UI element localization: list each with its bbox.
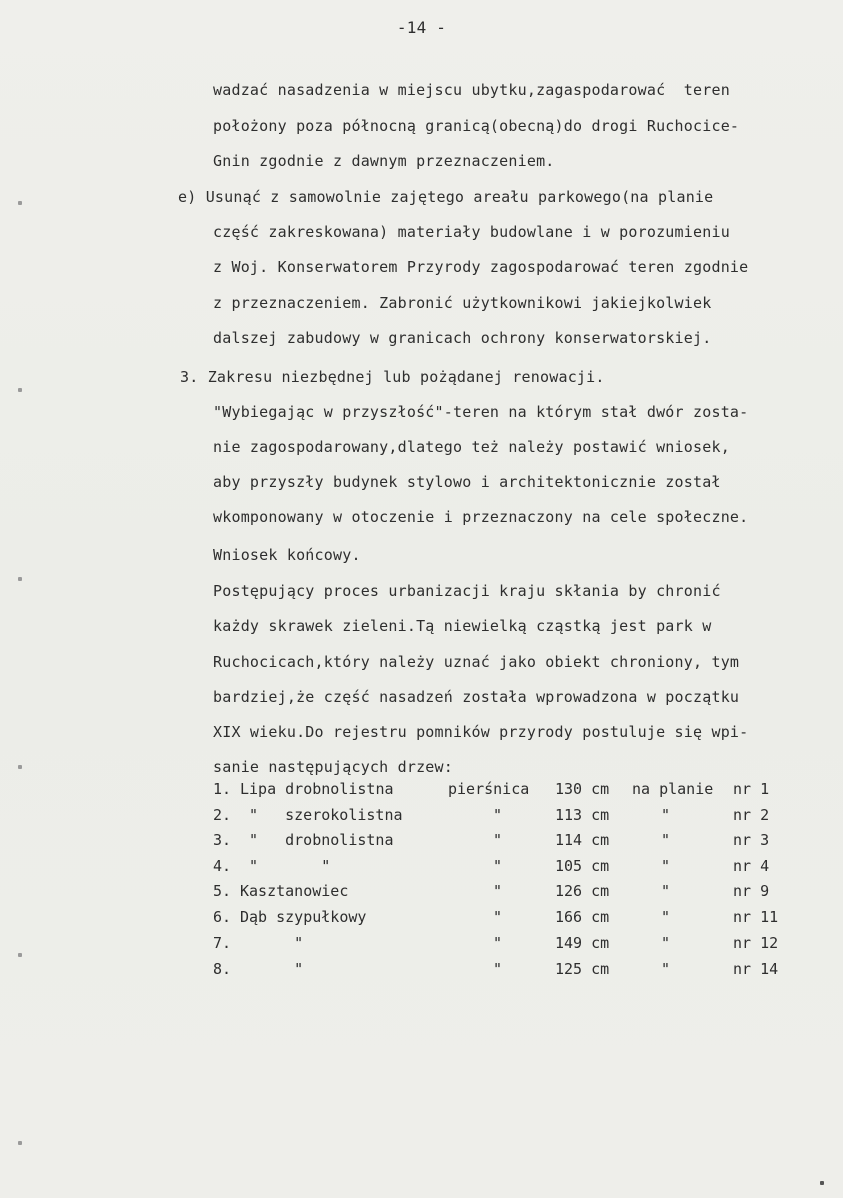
conclusion-heading: Wniosek końcowy. (213, 546, 361, 564)
tree-value: 130 cm (555, 780, 610, 798)
tree-measure: " (493, 960, 503, 978)
tree-plan-number: nr 9 (733, 882, 770, 900)
tree-plan-number: nr 14 (733, 960, 779, 978)
tree-number: 5. (213, 882, 232, 900)
tree-number: 8. (213, 960, 232, 978)
text-line: sanie następujących drzew: (213, 758, 453, 776)
text-line: Postępujący proces urbanizacji kraju skłania by chronić (213, 582, 721, 600)
text-line: każdy skrawek zieleni.Tą niewielką cząstką jest park w (213, 617, 712, 635)
tree-plan: " (661, 882, 671, 900)
tree-plan-number: nr 2 (733, 806, 770, 824)
tree-plan: " (661, 831, 671, 849)
text-line: bardziej,że część nasadzeń została wprowadzona w początku (213, 688, 740, 706)
text-line: wadzać nasadzenia w miejscu ubytku,zagaspodarować teren (213, 81, 730, 99)
text-line: e) Usunąć z samowolnie zajętego areału parkowego(na planie (178, 188, 714, 206)
scan-speck (18, 953, 22, 957)
text-line: Ruchocicach,który należy uznać jako obiekt chroniony, tym (213, 653, 740, 671)
tree-measure: " (493, 882, 503, 900)
tree-value: 149 cm (555, 934, 610, 952)
tree-value: 105 cm (555, 857, 610, 875)
tree-plan-number: nr 11 (733, 908, 779, 926)
tree-name: " szerokolistna (249, 806, 403, 824)
tree-number: 7. (213, 934, 232, 952)
tree-name: " drobnolistna (249, 831, 394, 849)
tree-plan-number: nr 4 (733, 857, 770, 875)
tree-measure: " (493, 857, 503, 875)
tree-plan: " (661, 960, 671, 978)
tree-name: " (240, 934, 304, 952)
tree-number: 4. (213, 857, 232, 875)
tree-plan-number: nr 12 (733, 934, 779, 952)
tree-value: 114 cm (555, 831, 610, 849)
tree-plan: " (661, 806, 671, 824)
text-line: "Wybiegając w przyszłość"-teren na którym stał dwór zosta- (213, 403, 749, 421)
tree-name: Kasztanowiec (240, 882, 349, 900)
tree-value: 125 cm (555, 960, 610, 978)
page-number: -14 - (396, 18, 447, 37)
tree-plan: na planie (632, 780, 714, 798)
scan-speck (18, 1141, 22, 1145)
text-line: XIX wieku.Do rejestru pomników przyrody postuluje się wpi- (213, 723, 749, 741)
tree-measure: " (493, 934, 503, 952)
text-line: z przeznaczeniem. Zabronić użytkownikowi jakiejkolwiek (213, 294, 712, 312)
tree-name: " " (249, 857, 331, 875)
text-line: wkomponowany w otoczenie i przeznaczony na cele społeczne. (213, 508, 749, 526)
tree-number: 2. (213, 806, 232, 824)
tree-number: 6. (213, 908, 232, 926)
scan-speck (18, 201, 22, 205)
tree-measure: " (493, 908, 503, 926)
tree-plan-number: nr 1 (733, 780, 770, 798)
tree-measure: " (493, 831, 503, 849)
tree-plan: " (661, 934, 671, 952)
tree-plan: " (661, 857, 671, 875)
tree-name: Lipa drobnolistna (240, 780, 394, 798)
text-line: położony poza północną granicą(obecną)do drogi Ruchocice- (213, 117, 740, 135)
scan-speck (820, 1181, 824, 1185)
section-heading: 3. Zakresu niezbędnej lub pożądanej renowacji. (180, 368, 605, 386)
scan-speck (18, 577, 22, 581)
tree-value: 113 cm (555, 806, 610, 824)
tree-measure: pierśnica (448, 780, 530, 798)
tree-number: 1. (213, 780, 232, 798)
tree-value: 126 cm (555, 882, 610, 900)
tree-plan-number: nr 3 (733, 831, 770, 849)
scan-speck (18, 765, 22, 769)
tree-number: 3. (213, 831, 232, 849)
tree-measure: " (493, 806, 503, 824)
tree-plan: " (661, 908, 671, 926)
text-line: dalszej zabudowy w granicach ochrony konserwatorskiej. (213, 329, 712, 347)
text-line: nie zagospodarowany,dlatego też należy postawić wniosek, (213, 438, 730, 456)
scan-speck (18, 388, 22, 392)
text-line: Gnin zgodnie z dawnym przeznaczeniem. (213, 152, 555, 170)
text-line: z Woj. Konserwatorem Przyrody zagospodarować teren zgodnie (213, 258, 749, 276)
text-line: część zakreskowana) materiały budowlane i w porozumieniu (213, 223, 730, 241)
text-line: aby przyszły budynek stylowo i architektonicznie został (213, 473, 721, 491)
tree-name: Dąb szypułkowy (240, 908, 367, 926)
tree-value: 166 cm (555, 908, 610, 926)
tree-name: " (240, 960, 304, 978)
